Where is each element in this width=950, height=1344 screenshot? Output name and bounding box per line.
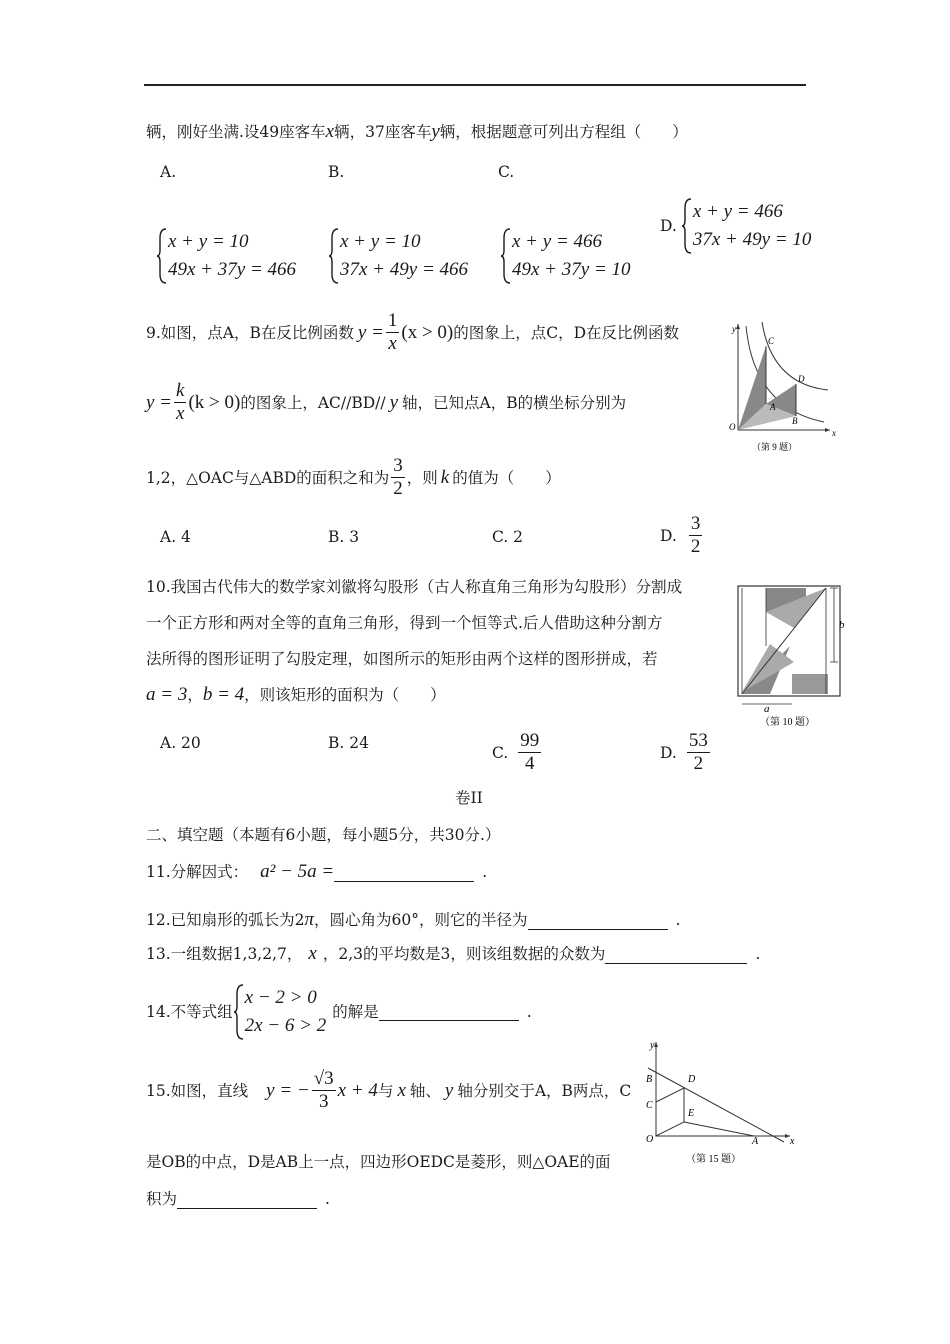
svg-text:y: y (732, 324, 736, 334)
section-heading: 二、填空题（本题有6小题，每小题5分，共30分.） (146, 826, 501, 844)
q9-option-d: D. $\frac{3}{2}$ (660, 513, 701, 557)
answer-blank[interactable] (605, 947, 747, 964)
answer-blank[interactable] (379, 1004, 519, 1021)
brace-icon (233, 984, 245, 1040)
q9-option-c: C. 2 (492, 528, 524, 546)
q9-line-2: y = $\frac{k}{x}$ (k > 0) 的图象上，AC//BD// y 轴，已知点A，B的横坐标分别为 (146, 380, 627, 424)
svg-text:D: D (798, 374, 805, 384)
svg-text:b: b (839, 619, 845, 631)
q10-option-d: D. $\frac{53}{2}$ (660, 730, 708, 774)
section-title: 卷II (455, 789, 483, 807)
svg-text:C: C (768, 336, 775, 346)
svg-text:A: A (752, 1136, 759, 1147)
svg-text:O: O (729, 422, 736, 432)
svg-text:a: a (764, 703, 770, 715)
answer-blank[interactable] (334, 865, 474, 882)
brace-icon (328, 228, 340, 284)
svg-text:C: C (646, 1100, 653, 1111)
q15-line-3: 积为 . (146, 1190, 330, 1208)
q9-figure (724, 318, 836, 454)
q8-label-a: A. (160, 163, 177, 181)
q12: 12.已知扇形的弧长为2 π ，圆心角为60°，则它的半径为 . (146, 909, 681, 930)
brace-icon (500, 228, 512, 284)
q15-figure (640, 1038, 800, 1166)
header-rule (144, 84, 806, 86)
q9-line-3: 1,2，△OAC与△ABD的面积之和为 $\frac{3}{2}$ ，则 k 的值为（ ） (146, 455, 561, 499)
q13: 13.一组数据1,3,2,7， x ，2,3的平均数是3，则该组数据的众数为 . (146, 943, 761, 964)
q8-label-c: C. (498, 163, 515, 181)
q15-line-2: 是OB的中点，D是AB上一点，四边形OEDC是菱形，则△OAE的面 (146, 1153, 611, 1171)
svg-text:A: A (770, 402, 776, 412)
q9-line-1: 9.如图，点A，B在反比例函数 y = $\frac{1}{x}$ (x > 0) 的图象上，点C，D在反比例函数 (146, 310, 680, 354)
svg-text:（第 9 题）: （第 9 题） (752, 442, 798, 452)
q8-option-b: x + y = 10 37x + 49y = 466 (328, 228, 468, 284)
svg-text:D: D (688, 1074, 696, 1085)
svg-text:B: B (792, 416, 798, 426)
svg-text:O: O (646, 1134, 654, 1145)
brace-icon (156, 228, 168, 284)
q8-stem: 辆，刚好坐满.设49座客车x辆，37座客车y辆，根据题意可列出方程组（ ） (146, 121, 688, 142)
q8-option-d: D. x + y = 466 37x + 49y = 10 (660, 198, 811, 254)
q10-line-1: 10.我国古代伟大的数学家刘徽将勾股形（古人称直角三角形为勾股形）分割成 (146, 578, 683, 596)
q10-figure (734, 582, 854, 728)
q8-option-c: x + y = 466 49x + 37y = 10 (500, 228, 631, 284)
answer-blank[interactable] (177, 1192, 317, 1209)
q10-option-b: B. 24 (328, 734, 369, 752)
q10-option-c: C. $\frac{99}{4}$ (492, 730, 540, 774)
answer-blank[interactable] (528, 913, 668, 930)
q10-line-2: 一个正方形和两对全等的直角三角形，得到一个恒等式.后人借助这种分割方 (146, 614, 663, 632)
svg-text:E: E (688, 1108, 695, 1119)
q9-option-b: B. 3 (328, 528, 360, 546)
svg-text:y: y (650, 1040, 655, 1051)
q10-line-4: a = 3，b = 4，则该矩形的面积为（ ） (146, 684, 446, 705)
svg-text:B: B (646, 1074, 653, 1085)
svg-text:（第 10 题）: （第 10 题） (760, 717, 815, 728)
q10-line-3: 法所得的图形证明了勾股定理，如图所示的矩形由两个这样的图形拼成，若 (146, 650, 658, 668)
q14: 14.不等式组 x − 2 > 0 2x − 6 > 2 的解是 . (146, 984, 532, 1040)
svg-text:x: x (832, 428, 836, 438)
q10-option-a: A. 20 (160, 734, 201, 752)
svg-text:x: x (790, 1136, 795, 1147)
q8-label-b: B. (328, 163, 345, 181)
brace-icon (681, 198, 693, 254)
q15-line-1: 15.如图，直线 y = − $\frac{√3}{3}$ x + 4 与 x 轴、 y 轴分别交于A，B两点，C (146, 1068, 632, 1112)
q8-option-a: x + y = 10 49x + 37y = 466 (156, 228, 296, 284)
q11: 11.分解因式： a² − 5a = . (146, 861, 488, 882)
svg-text:（第 15 题）: （第 15 题） (686, 1154, 741, 1165)
q9-option-a: A. 4 (160, 528, 191, 546)
